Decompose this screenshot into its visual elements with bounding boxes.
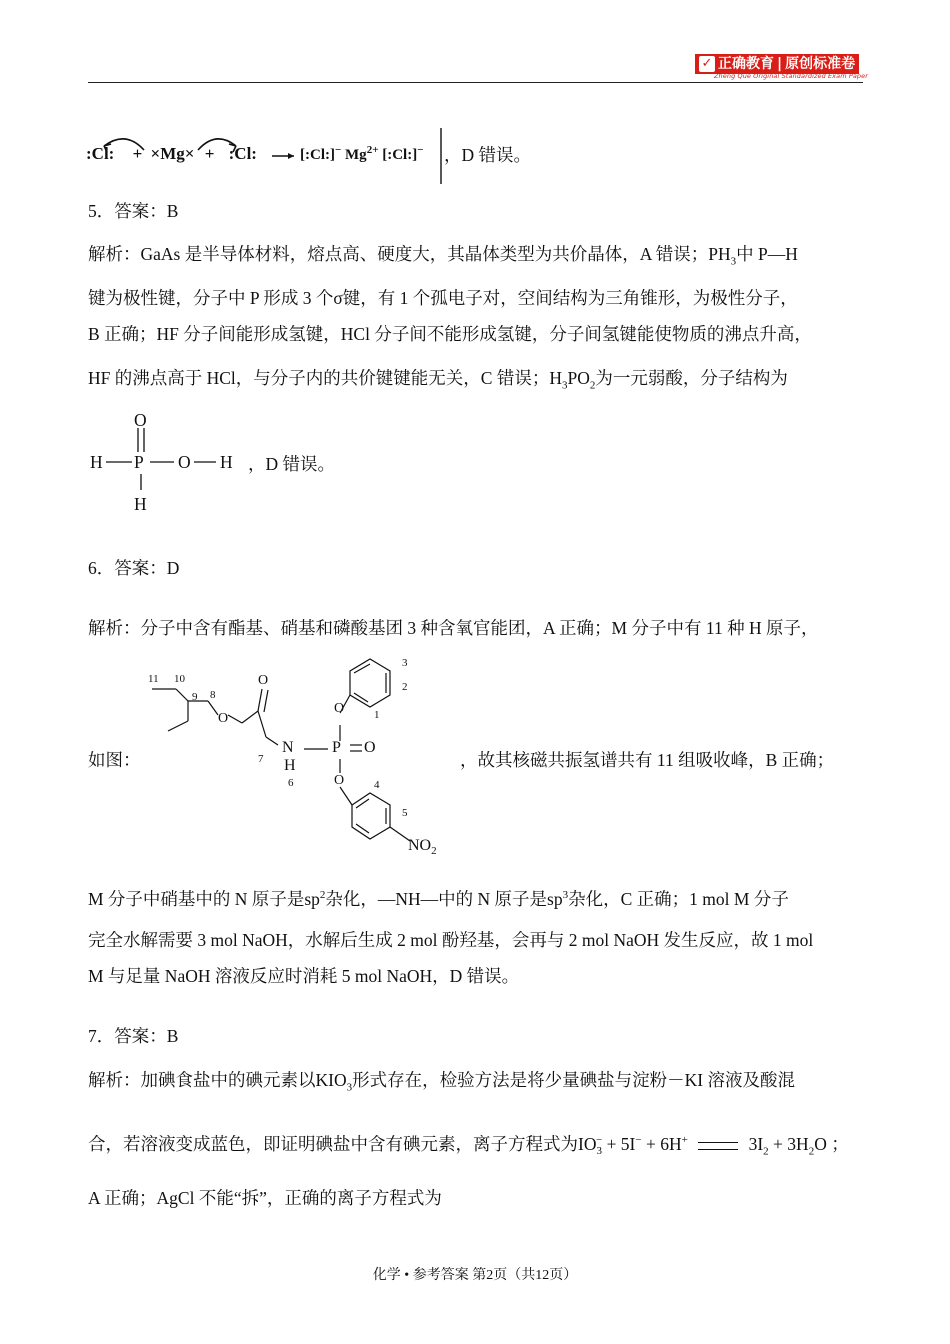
brand-subtitle: Zheng Que Original Standardized Exam Paper — [714, 72, 869, 80]
q7-answer: 7．答案：B — [88, 1026, 179, 1046]
q6-suffix: ，故其核磁共振氢谱共有 11 组吸收峰，B 正确； — [460, 750, 835, 770]
eq-mg-atom: ×Mg× — [150, 144, 195, 163]
label-5: 5 — [402, 807, 408, 819]
q7-line-3: A 正确；AgCl 不能“拆”，正确的离子方程式为 — [88, 1188, 442, 1208]
mgcl2-formation-equation — [86, 128, 456, 184]
brand-name: 正确教育 — [718, 56, 774, 72]
eq-cl-ion-2: [:Cl:] — [382, 147, 418, 163]
eq-cl-ion-1-charge: − — [334, 144, 342, 156]
equals-sign — [698, 1142, 738, 1150]
q5-line-1-text-b: 中 P—H — [736, 244, 798, 264]
eq-plus-1: + — [132, 144, 143, 163]
formula-kio3: $KIO_3$ — [315, 1070, 353, 1094]
q5-line-1-text: 解析：GaAs 是半导体材料，熔点高、硬度大，其晶体类型为共价晶体，A 错误； — [88, 244, 709, 264]
atom-o-double: O — [364, 739, 376, 756]
atom-h-right: H — [220, 452, 233, 472]
group-no2: $NO_2$ — [408, 837, 437, 858]
atom-p: P — [332, 739, 341, 756]
eq-plus-2: + — [204, 144, 215, 163]
q5-line-4-text-b: 为一元弱酸，分子结构为 — [595, 368, 788, 388]
ionic-equation: $IO_3^- + 5I^- + 6H^+$ $3I_2 + 3H_2O$ ； — [578, 1133, 849, 1158]
eq-mg-ion-charge: 2+ — [366, 144, 379, 156]
eq-cl-left: :Cl: — [86, 144, 115, 163]
label-9: 9 — [192, 691, 198, 703]
q6-prefix: 如图： — [88, 750, 141, 770]
formula-h3po2: $H_3PO_2$ — [549, 368, 596, 392]
page-footer: 化学 • 参考答案 第2页（共12页） — [372, 1268, 578, 1283]
q7-line-2: 合，若溶液变成蓝色，即证明碘盐中含有碘元素，离子方程式为$IO_3^- + 5I^- + 6H^+$ $3I_2 + 3H_2O$ ； — [88, 1133, 849, 1158]
eq-cl-ion-1: [:Cl:] — [300, 147, 335, 163]
check-icon: ✓ — [699, 56, 715, 72]
atom-o-upper: O — [334, 701, 345, 716]
q5-line-3: B 正确；HF 分子间能形成氢键，HCl 分子间不能形成氢键，分子间氢键能使物质的沸点升高， — [88, 324, 812, 344]
q7-line-1: 解析：加碘食盐中的碘元素以$KIO_3$形式存在，检验方法是将少量碘盐与淀粉－KI 溶液及酸混 — [88, 1070, 795, 1094]
atom-h-bottom: H — [134, 494, 147, 514]
label-7: 7 — [258, 753, 264, 765]
brand-badge: ✓ 正确教育 | 原创标准卷 — [695, 54, 859, 74]
formula-ph3: $PH_3$ — [708, 244, 737, 268]
atom-o-ester: O — [218, 711, 229, 726]
atom-o-right: O — [178, 452, 191, 472]
q6-answer: 6．答案：D — [88, 558, 180, 578]
atom-o-carbonyl: O — [258, 673, 269, 688]
eq-cl-ion-2-charge: − — [417, 144, 424, 156]
atom-h-left: H — [90, 452, 103, 472]
label-11: 11 — [148, 673, 159, 685]
q5-answer: 5．答案：B — [88, 201, 179, 221]
q5-line-4-text: HF 的沸点高于 HCl，与分子内的共价键键能无关，C 错误； — [88, 368, 550, 388]
q5-tail-text: ，D 错误。 — [248, 454, 336, 474]
label-2: 2 — [402, 681, 408, 693]
q5-line-2: 键为极性键，分子中 P 形成 3 个σ键，有 1 个孤电子对，空间结构为三角锥形，为极性分子， — [88, 288, 798, 308]
q6-line-1: 解析：分子中含有酯基、硝基和磷酸基团 3 种含氧官能团，A 正确；M 分子中有 11 种 H 原子， — [88, 618, 819, 638]
eq-cl-right: :Cl: — [228, 144, 257, 163]
label-6: 6 — [288, 777, 294, 789]
atom-h: H — [284, 757, 296, 774]
molecule-m-structure — [140, 645, 460, 870]
atom-n: N — [282, 739, 294, 756]
header-divider — [88, 82, 863, 83]
brand-tagline: 原创标准卷 — [785, 56, 856, 72]
q6-line-2: M 分子中硝基中的 N 原子是$sp^2$杂化，—NH—中的 N 原子是$sp^3$杂化，C 正确；1 mol M 分子 — [88, 888, 789, 909]
label-4: 4 — [374, 779, 380, 791]
atom-o-lower: O — [334, 773, 345, 788]
h3po2-structure — [88, 408, 258, 518]
q6-line-3: 完全水解需要 3 mol NaOH，水解后生成 2 mol 酚羟基，会再与 2 mol NaOH 发生反应，故 1 mol — [88, 930, 814, 950]
eq-mg-ion: Mg — [345, 147, 367, 163]
q6-line-4: M 与足量 NaOH 溶液反应时消耗 5 mol NaOH，D 错误。 — [88, 966, 520, 986]
label-8: 8 — [210, 689, 216, 701]
atom-o-top: O — [134, 410, 147, 430]
label-3: 3 — [402, 657, 408, 669]
q5-line-1 — [88, 242, 798, 274]
label-10: 10 — [174, 673, 185, 685]
q5-line-4 — [88, 366, 788, 398]
label-1: 1 — [374, 709, 380, 721]
atom-p: P — [134, 452, 144, 472]
q4-tail-text: ，D 错误。 — [444, 145, 532, 165]
